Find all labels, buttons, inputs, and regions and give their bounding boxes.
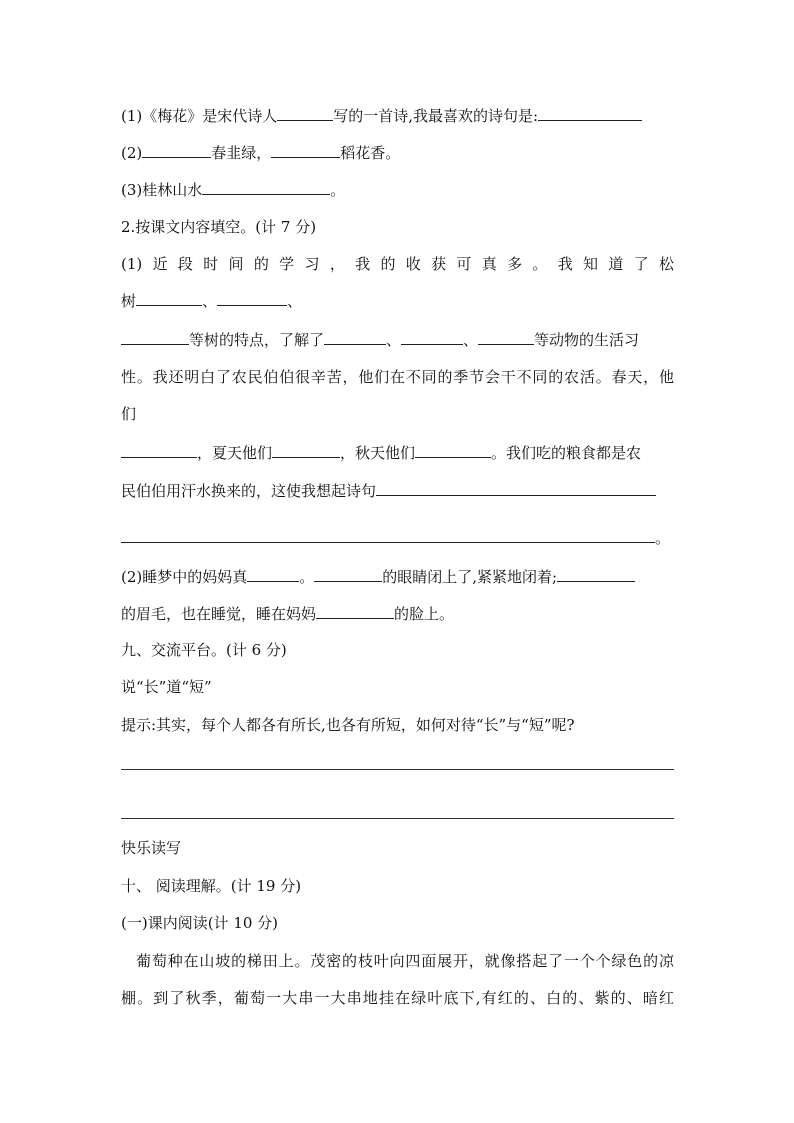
q1-line-1-text-b: 写的一首诗,我最喜欢的诗句是:	[333, 107, 539, 125]
q1-line-1-text-a: (1)《梅花》是宋代诗人	[121, 107, 278, 125]
q1-line-1	[121, 106, 674, 126]
q2-line-8-text: 。	[655, 529, 671, 547]
blank-autumn[interactable]	[415, 443, 491, 458]
blank-spring[interactable]	[121, 443, 197, 458]
q1-line-3	[121, 180, 674, 200]
q2-line-10-text-a: 的眉毛，也在睡觉，睡在妈妈	[121, 605, 317, 623]
q2-line-2-text-c: 、	[287, 292, 303, 310]
section-9-topic: 说“长”道“短”	[121, 678, 212, 696]
q2-line-9-text-a: (2)睡梦中的妈妈真	[121, 568, 248, 586]
q2-line-6-text-b: ，秋天他们	[340, 444, 416, 462]
blank-tree-1[interactable]	[136, 291, 202, 306]
q2-title: 2.按课文内容填空。(计 7 分)	[121, 218, 317, 236]
q1-line-2	[121, 143, 674, 163]
blank-poet[interactable]	[277, 106, 333, 121]
answer-line-1[interactable]	[121, 769, 674, 770]
blank-animal-3[interactable]	[478, 330, 534, 345]
passage-line-2: 棚。到了秋季，葡萄一大串一大串地挂在绿叶底下,有红的、白的、紫的、暗红	[121, 989, 674, 1007]
blank-animal-1[interactable]	[324, 330, 386, 345]
blank-2a[interactable]	[142, 143, 211, 158]
section-10-subtitle: (一)课内阅读(计 10 分)	[121, 914, 279, 932]
blank-poem-2[interactable]	[121, 528, 655, 543]
section-happy-reading: 快乐读写	[121, 839, 182, 857]
q2-line-9-text-b: 。	[299, 568, 315, 586]
answer-line-2[interactable]	[121, 818, 674, 819]
q2-line-8	[121, 528, 674, 548]
q2-line-10-text-b: 的脸上。	[394, 605, 455, 623]
section-9-hint: 提示:其实，每个人都各有所长,也各有所短，如何对待“长”与“短”呢?	[121, 716, 575, 734]
q1-line-2-text-c: 稻花香。	[340, 144, 401, 162]
blank-mom-2[interactable]	[314, 567, 382, 582]
q2-line-3	[121, 330, 674, 350]
q2-line-2-text-b: 、	[202, 292, 218, 310]
blank-favorite-line[interactable]	[538, 106, 642, 121]
q2-line-5: 们	[121, 405, 137, 423]
q1-line-3-text-a: (3)桂林山水	[121, 181, 203, 199]
q2-line-9	[121, 567, 674, 587]
q2-line-3-text-b: 、	[386, 331, 402, 349]
blank-poem-1[interactable]	[376, 481, 656, 496]
blank-summer[interactable]	[272, 443, 340, 458]
q2-line-6-text-c: 。我们吃的粮食都是农	[491, 444, 642, 462]
q2-line-3-text-d: 等动物的生活习	[534, 331, 640, 349]
section-9-title: 九、交流平台。(计 6 分)	[121, 641, 287, 659]
q2-line-3-text-c: 、	[463, 331, 479, 349]
blank-3[interactable]	[202, 180, 330, 195]
q2-line-2-text-a: 树	[121, 292, 137, 310]
q1-line-2-text-a: (2)	[121, 144, 143, 162]
q2-line-7	[121, 481, 674, 501]
section-10-title: 十、 阅读理解。(计 19 分)	[121, 877, 302, 895]
q1-line-2-text-b: 春韭绿，	[211, 144, 272, 162]
q2-line-7-text: 民伯伯用汗水换来的，这使我想起诗句	[121, 482, 377, 500]
q2-line-10	[121, 604, 674, 624]
q2-line-9-text-c: 的眼睛闭上了,紧紧地闭着;	[382, 568, 558, 586]
blank-mom-4[interactable]	[316, 604, 394, 619]
blank-2b[interactable]	[271, 143, 340, 158]
passage-line-1: 葡萄种在山坡的梯田上。茂密的枝叶向四面展开，就像搭起了一个个绿色的凉	[136, 952, 674, 970]
blank-mom-1[interactable]	[247, 567, 299, 582]
blank-tree-2[interactable]	[217, 291, 287, 306]
blank-mom-3[interactable]	[557, 567, 635, 582]
blank-tree-3[interactable]	[121, 330, 189, 345]
q2-line-4: 性。我还明白了农民伯伯很辛苦，他们在不同的季节会干不同的农活。春天，他	[121, 368, 674, 386]
q2-line-2	[121, 291, 674, 311]
q2-line-1: (1)近段时间的学习，我的收获可真多。我知道了松	[121, 255, 674, 273]
blank-animal-2[interactable]	[401, 330, 463, 345]
q2-line-6-text-a: ，夏天他们	[197, 444, 273, 462]
q2-line-3-text-a: 等树的特点，了解了	[189, 331, 325, 349]
q2-line-6	[121, 443, 674, 463]
q1-line-3-text-b: 。	[330, 181, 346, 199]
